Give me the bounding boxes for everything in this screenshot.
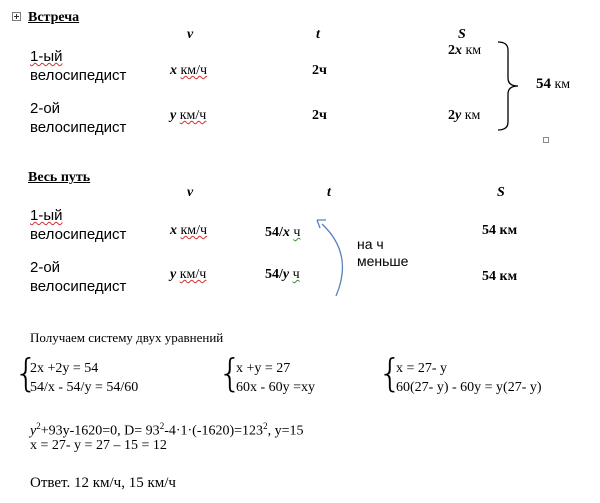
time-cell: 2ч: [312, 63, 327, 78]
answer: Ответ. 12 км/ч, 15 км/ч: [30, 475, 176, 491]
time-cell: 54/y ч: [265, 267, 300, 282]
section-title-whole-way: Весь путь: [28, 170, 91, 185]
system-intro: Получаем систему двух уравнений: [30, 330, 224, 345]
equation-system-1: 2x +2y = 54 54/x - 54/y = 54/60: [30, 361, 139, 395]
arrow-arc-icon: [314, 214, 354, 298]
column-header-s: S: [458, 27, 466, 42]
distance-cell: 2y км: [448, 108, 481, 123]
cyclist-name-cell: 1-ый велосипедист: [30, 48, 127, 84]
total-distance: 54 км: [536, 76, 571, 92]
left-brace-icon: {: [14, 351, 39, 395]
speed-cell: y км/ч: [170, 108, 207, 123]
time-cell: 54/x ч: [265, 225, 301, 240]
speed-cell: x км/ч: [170, 223, 208, 238]
distance-cell: 54 км: [482, 269, 518, 284]
left-brace-icon: {: [378, 351, 403, 395]
right-brace-icon: [496, 40, 526, 132]
speed-cell: x км/ч: [170, 63, 208, 78]
section-title-meeting: Встреча: [28, 10, 80, 25]
equation-system-3: x = 27- y 60(27- y) - 60y = y(27- y): [396, 361, 542, 395]
column-header-t: t: [327, 185, 331, 200]
column-header-t: t: [316, 27, 320, 42]
speed-cell: y км/ч: [170, 267, 207, 282]
table-move-handle-icon[interactable]: [12, 12, 21, 21]
column-header-v: v: [187, 27, 194, 42]
cyclist-name-cell: 2-ой велосипедист: [30, 100, 127, 136]
column-header-v: v: [187, 185, 194, 200]
cyclist-name-cell: 1-ый велосипедист: [30, 207, 127, 243]
quadratic-equation: $y^2+93y-1620=0$, $D= 93^2-4\cdot 1\cdot(-1620)=123^2$, y=15: [30, 421, 304, 439]
distance-cell: 2x км: [448, 43, 482, 58]
distance-cell: 54 км: [482, 223, 518, 238]
x-solution: x = 27- y = 27 – 15 = 12: [30, 438, 167, 453]
equation-system-2: x +y = 27 60x - 60y =xy: [236, 361, 316, 395]
cyclist-name-cell: 2-ой велосипедист: [30, 259, 127, 295]
time-cell: 2ч: [312, 108, 327, 123]
difference-note: на ч меньше: [357, 236, 409, 269]
resize-handle-icon[interactable]: [543, 137, 549, 143]
left-brace-icon: {: [218, 351, 243, 395]
column-header-s: S: [497, 185, 505, 200]
